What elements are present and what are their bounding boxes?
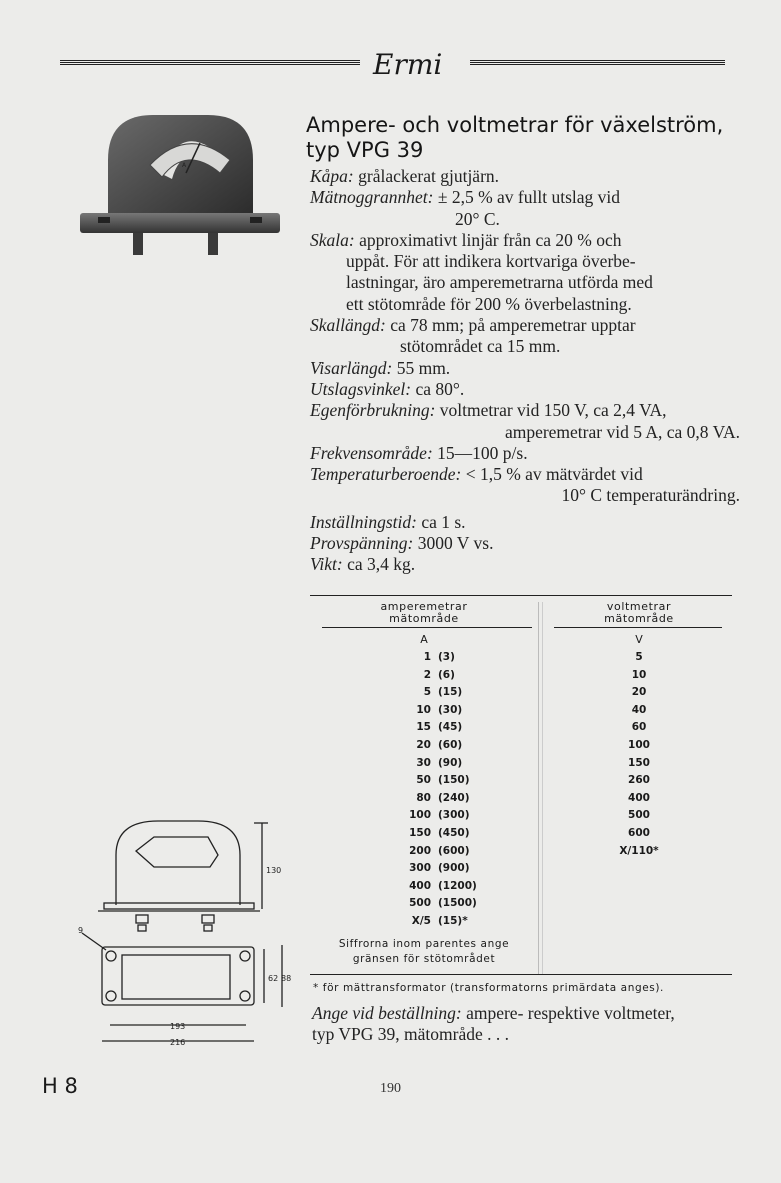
volt-column [546, 651, 732, 862]
spec-frekvens: Frekvensområde: 15—100 p/s. [310, 442, 528, 463]
ermi-logo [365, 40, 465, 84]
spec-provspanning: Provspänning: 3000 V vs. [310, 533, 494, 554]
ampere-row [310, 757, 538, 775]
header-rule-right [470, 60, 725, 65]
ampere-header: amperemetrar mätområde [380, 600, 468, 625]
ampere-surge-value: (45) [438, 721, 463, 734]
ampere-surge-value: (6) [438, 668, 455, 681]
dim-height: 130 [266, 866, 282, 875]
spec-installning: Inställningstid: ca 1 s. [310, 511, 466, 532]
page-header [60, 38, 725, 88]
ampere-row [310, 704, 538, 722]
ampere-surge-value: (30) [438, 703, 463, 716]
order-info: Ange vid beställning: ampere- respektive voltmeter, typ VPG 39, mätområde . . . [312, 1003, 675, 1044]
ampere-row [310, 721, 538, 739]
ampere-value: 20 [416, 738, 431, 751]
footnote: * för mättransformator (transformatorns primärdata anges). [313, 982, 664, 994]
volt-row: 5 [635, 651, 643, 663]
ampere-value: 1 [423, 651, 431, 663]
volt-row: 600 [628, 826, 650, 839]
volt-row: X/110* [619, 844, 659, 857]
page-title: Ampere- och voltmetrar för växelström, typ VPG 39 [306, 113, 724, 162]
volt-row: 10 [631, 668, 647, 681]
ampere-row [310, 669, 538, 687]
ampere-value: 5 [423, 686, 431, 699]
ampere-row [310, 651, 538, 669]
ampere-value: 200 [409, 844, 431, 857]
ampere-row [310, 845, 538, 863]
ampere-row [310, 880, 538, 898]
spec-vikt: Vikt: ca 3,4 kg. [310, 554, 416, 575]
ampere-value: 15 [416, 721, 431, 734]
dim-hole: 9 [78, 926, 84, 935]
section-label: H 8 [42, 1074, 78, 1098]
ampere-value: 50 [416, 774, 431, 787]
spec-utslagsvinkel: Utslagsvinkel: ca 80°. [310, 378, 465, 399]
ampere-surge-value: (15)* [438, 914, 468, 927]
svg-text:A: A [182, 162, 187, 169]
ampere-value: 300 [409, 862, 431, 875]
ampere-row [310, 862, 538, 880]
spec-noggrannhet: Mätnoggrannhet: ± 2,5 % av fullt utslag vid [310, 187, 620, 208]
volt-row: 40 [631, 703, 647, 716]
spec-kapa: Kåpa: grålackerat gjutjärn. [310, 166, 500, 186]
spec-egenforbrukning: Egenförbrukning: voltmetrar vid 150 V, ca 2,4 VA, [310, 400, 667, 421]
volt-header: voltmetrar mätområde [604, 600, 674, 625]
ampere-column [310, 651, 538, 933]
ampere-surge-value: (900) [438, 862, 470, 875]
spec-visarlangd: Visarlängd: 55 mm. [310, 357, 451, 378]
spec-skala: Skala: approximativt linjär från ca 20 % och [310, 229, 622, 250]
dimension-drawing [78, 815, 298, 1060]
ampere-surge-value: (150) [438, 774, 470, 787]
header-rule-left [60, 60, 360, 65]
range-table [310, 595, 732, 975]
ampere-value: 100 [409, 809, 431, 822]
table-note: Siffrorna inom parentes ange gränsen för stötområdet [338, 938, 510, 965]
ampere-surge-value: (1200) [438, 879, 477, 892]
ampere-unit: A [420, 633, 428, 646]
ampere-row [310, 774, 538, 792]
volt-row: 20 [631, 686, 647, 699]
ampere-surge-value: (1500) [438, 897, 477, 910]
ampere-surge-value: (15) [438, 686, 463, 699]
spec-temperatur: Temperaturberoende: < 1,5 % av mätvärdet vid [310, 464, 643, 485]
ampere-row [310, 792, 538, 810]
ampere-surge-value: (240) [438, 791, 470, 804]
dim-216: 216 [170, 1038, 186, 1047]
ampere-row [310, 809, 538, 827]
meter-photo [78, 105, 283, 275]
volt-row: 500 [628, 809, 650, 822]
ampere-value: 500 [409, 897, 431, 910]
svg-text:Ermi: Ermi [373, 48, 443, 81]
ampere-value: 30 [416, 756, 431, 769]
ampere-row [310, 827, 538, 845]
page-number: 190 [380, 1081, 401, 1096]
dim-62: 62 [268, 974, 279, 983]
dim-88: 88 [281, 974, 292, 983]
volt-row: 400 [628, 791, 650, 804]
ampere-row [310, 739, 538, 757]
ampere-surge-value: (90) [438, 756, 463, 769]
ampere-value: 150 [409, 826, 431, 839]
ampere-value: 400 [409, 879, 431, 892]
ampere-value: 10 [416, 703, 431, 716]
ampere-value: 80 [416, 791, 431, 804]
ampere-row [310, 686, 538, 704]
ampere-row [310, 897, 538, 915]
volt-row: 100 [628, 738, 650, 751]
dim-193: 193 [170, 1022, 186, 1031]
ampere-surge-value: (300) [438, 809, 470, 822]
spec-list: Kåpa: grålackerat gjutjärn. Mätnoggrannhet: ± 2,5 % av fullt utslag vid 20° C. Skala: approximativt linjär från ca 20 % och uppåt. För att indikera kortvariga överbe- lastningar, äro amperemetrarna utförda med ett stötområde för 200 % överbelastning. Skallängd: ca 78 mm; på amperemetrar upptar stötområdet ca 15 mm. Visarlängd: 55 mm. Utslagsvinkel: ca 80°. Egenförbrukning: voltmetrar vid 150 V, ca 2,4 VA, amperemetrar vid 5 A, ca 0,8 VA. Frekvensområde: 15—100 p/s. Temperaturberoende: < 1,5 % av mätvärdet vid 10° C temperaturändring. Inställningstid: ca 1 s. Provspänning: 3000 V vs. Vikt: ca 3,4 kg. [310, 166, 740, 575]
volt-row: 150 [628, 756, 650, 769]
ampere-value: 2 [423, 668, 431, 681]
ampere-surge-value: (450) [438, 826, 470, 839]
ampere-surge-value: (3) [438, 651, 455, 663]
spec-skallangd: Skallängd: ca 78 mm; på amperemetrar upptar [310, 315, 636, 336]
ampere-surge-value: (600) [438, 844, 470, 857]
volt-row: 60 [631, 721, 647, 734]
ampere-value: X/5 [411, 914, 431, 927]
volt-unit: V [635, 633, 643, 646]
ampere-row [310, 915, 538, 933]
volt-row: 260 [628, 774, 650, 787]
ampere-surge-value: (60) [438, 738, 463, 751]
